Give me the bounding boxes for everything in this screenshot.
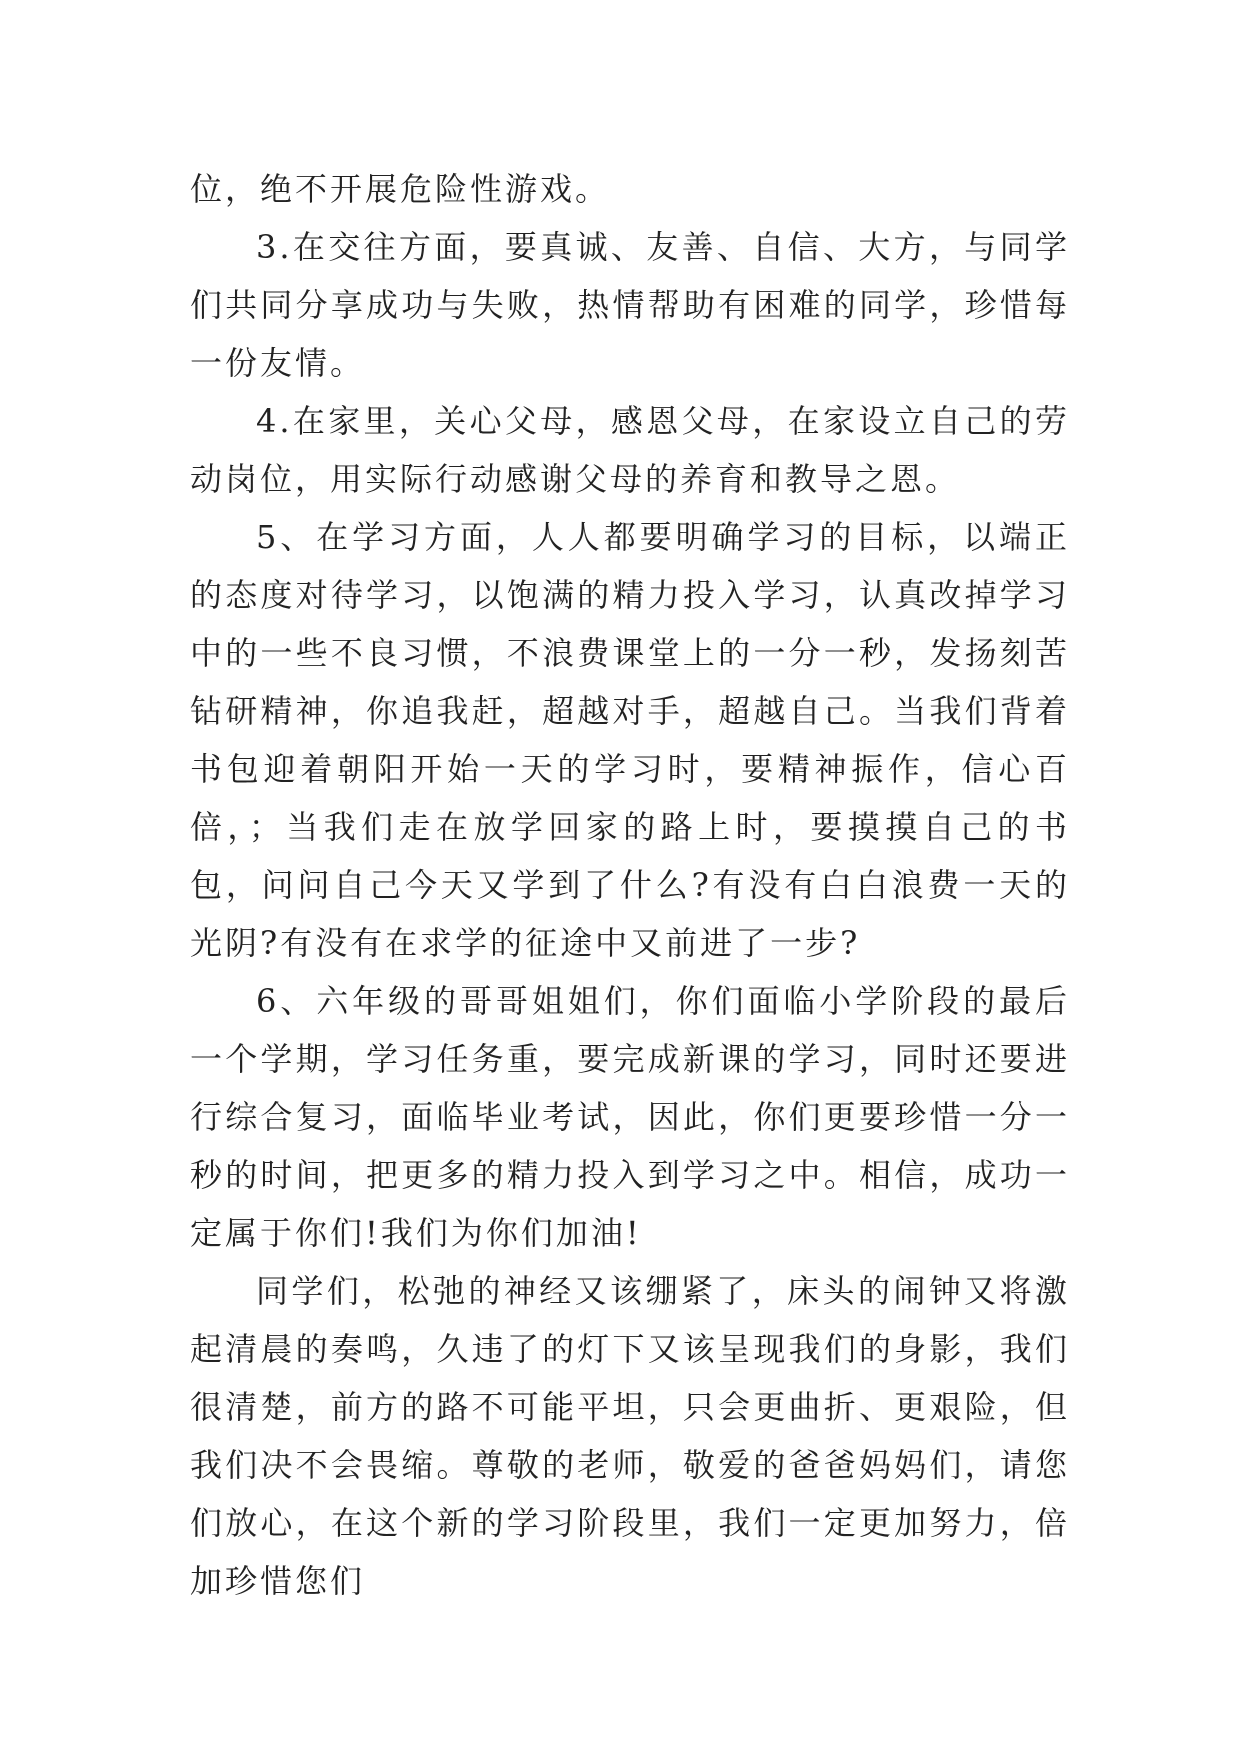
paragraph-item-3: 3.在交往方面，要真诚、友善、自信、大方，与同学们共同分享成功与失败，热情帮助有困难的同学，珍惜每一份友情。 bbox=[190, 228, 1070, 382]
paragraph-closing: 同学们，松弛的神经又该绷紧了，床头的闹钟又将激起清晨的奏鸣，久违了的灯下又该呈现我们的身影，我们很清楚，前方的路不可能平坦，只会更曲折、更艰险，但我们决不会畏缩。尊敬的老师，敬爱的爸爸妈妈们，请您们放心，在这个新的学习阶段里，我们一定更加努力，倍加珍惜您们 bbox=[190, 1272, 1070, 1600]
paragraph-item-4: 4.在家里，关心父母，感恩父母，在家设立自己的劳动岗位，用实际行动感谢父母的养育和教导之恩。 bbox=[190, 402, 1070, 498]
paragraph-continuation: 位，绝不开展危险性游戏。 bbox=[190, 170, 611, 208]
paragraph-item-6: 6、六年级的哥哥姐姐们，你们面临小学阶段的最后一个学期，学习任务重，要完成新课的学习，同时还要进行综合复习，面临毕业考试，因此，你们更要珍惜一分一秒的时间，把更多的精力投入到学习之中。相信，成功一定属于你们!我们为你们加油! bbox=[190, 982, 1070, 1252]
document-body bbox=[190, 160, 1070, 1610]
paragraph-item-5: 5、在学习方面，人人都要明确学习的目标，以端正的态度对待学习，以饱满的精力投入学习，认真改掉学习中的一些不良习惯，不浪费课堂上的一分一秒，发扬刻苦钻研精神，你追我赶，超越对手，超越自己。当我们背着书包迎着朝阳开始一天的学习时，要精神振作，信心百倍，；当我们走在放学回家的路上时，要摸摸自己的书包，问问自己今天又学到了什么?有没有白白浪费一天的光阴?有没有在求学的征途中又前进了一步? bbox=[190, 518, 1070, 962]
